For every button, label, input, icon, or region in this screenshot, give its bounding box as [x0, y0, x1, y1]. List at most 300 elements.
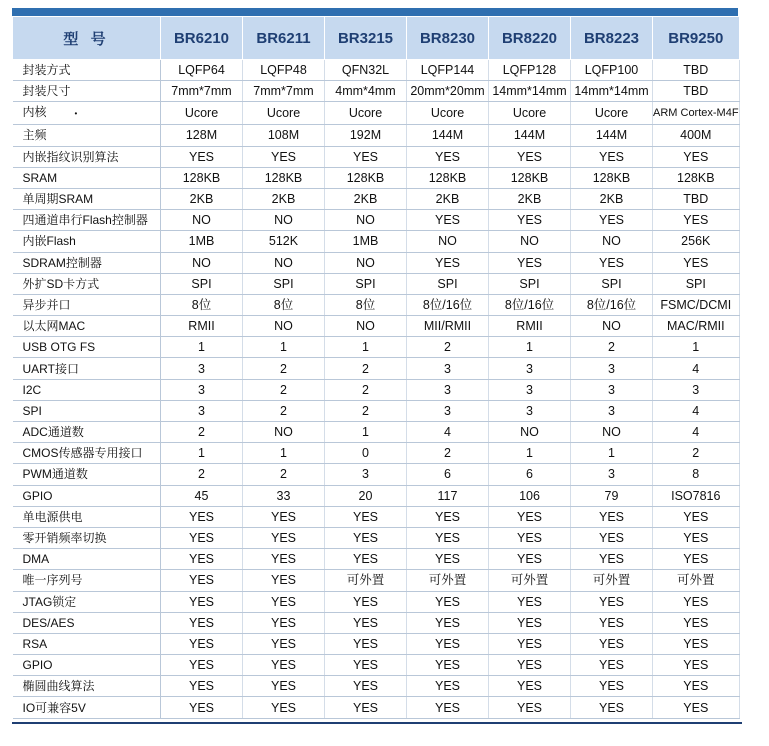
table-cell: 14mm*14mm [489, 81, 571, 102]
table-cell: YES [489, 210, 571, 231]
table-cell: Ucore [325, 102, 407, 125]
table-cell: 79 [571, 485, 653, 506]
table-cell: YES [653, 549, 740, 570]
row-label [13, 527, 161, 548]
table-cell: 2 [407, 337, 489, 358]
table-cell: 2KB [325, 188, 407, 209]
row-label-text: 内嵌Flash [22, 234, 76, 249]
row-label [13, 146, 161, 167]
row-label-text: 主频 [22, 128, 47, 143]
row-label-text: 外扩SD卡方式 [22, 276, 100, 291]
table-cell: NO [489, 231, 571, 252]
row-label-text: 内嵌指纹识别算法 [22, 149, 119, 164]
row-label-text: CMOS传感器专用接口 [22, 446, 143, 461]
table-cell: 20 [325, 485, 407, 506]
table-cell: YES [243, 506, 325, 527]
table-cell: 2 [407, 443, 489, 464]
table-cell: YES [407, 549, 489, 570]
table-cell: 144M [489, 125, 571, 146]
table-cell: YES [571, 676, 653, 697]
table-cell: YES [407, 146, 489, 167]
table-cell: 117 [407, 485, 489, 506]
table-cell: YES [161, 697, 243, 718]
table-cell: YES [325, 655, 407, 676]
table-row [13, 506, 740, 527]
table-cell: YES [161, 655, 243, 676]
table-cell: SPI [325, 273, 407, 294]
table-row [13, 443, 740, 464]
table-cell: 2KB [489, 188, 571, 209]
model-header: BR6210 [161, 17, 243, 60]
row-label [13, 443, 161, 464]
row-label-text: SPI [22, 403, 42, 418]
table-cell: YES [653, 252, 740, 273]
table-cell: YES [407, 612, 489, 633]
table-cell: NO [325, 316, 407, 337]
table-cell: YES [571, 591, 653, 612]
row-label [13, 337, 161, 358]
table-row [13, 527, 740, 548]
table-cell: NO [243, 422, 325, 443]
table-cell: 144M [571, 125, 653, 146]
table-cell: Ucore [407, 102, 489, 125]
table-cell: 3 [571, 400, 653, 421]
row-label [13, 102, 161, 125]
table-cell: YES [243, 612, 325, 633]
table-cell: 3 [325, 464, 407, 485]
table-cell: Ucore [489, 102, 571, 125]
table-cell: YES [407, 527, 489, 548]
table-cell: 2KB [161, 188, 243, 209]
table-cell: NO [571, 316, 653, 337]
table-cell: 1 [325, 337, 407, 358]
row-label-text: GPIO [22, 488, 53, 503]
table-cell: YES [653, 676, 740, 697]
model-header: BR9250 [653, 17, 740, 60]
table-cell: YES [653, 210, 740, 231]
table-row [13, 358, 740, 379]
table-cell: NO [571, 231, 653, 252]
row-label [13, 549, 161, 570]
table-row [13, 167, 740, 188]
table-cell: YES [243, 655, 325, 676]
table-cell: NO [325, 252, 407, 273]
table-cell: YES [161, 570, 243, 591]
table-cell: 2 [243, 379, 325, 400]
row-label [13, 125, 161, 146]
table-cell: YES [407, 210, 489, 231]
row-label-text: 单电源供电 [22, 509, 83, 524]
table-cell: 3 [161, 379, 243, 400]
table-cell: 4mm*4mm [325, 81, 407, 102]
table-cell: LQFP48 [243, 60, 325, 81]
row-label [13, 167, 161, 188]
table-cell: 1 [161, 443, 243, 464]
table-cell: 4 [653, 358, 740, 379]
table-cell: FSMC/DCMI [653, 294, 740, 315]
table-row [13, 316, 740, 337]
table-cell: 128KB [653, 167, 740, 188]
table-cell: YES [407, 697, 489, 718]
table-row [13, 146, 740, 167]
table-cell: 3 [407, 379, 489, 400]
table-cell: SPI [571, 273, 653, 294]
model-header: BR8230 [407, 17, 489, 60]
row-label [13, 400, 161, 421]
table-cell: 2 [243, 358, 325, 379]
row-label-text: UART接口 [22, 361, 79, 376]
table-cell: 1 [243, 337, 325, 358]
table-cell: 106 [489, 485, 571, 506]
table-row [13, 379, 740, 400]
row-label-text: PWM通道数 [22, 467, 88, 482]
table-cell: 4 [653, 422, 740, 443]
table-cell: QFN32L [325, 60, 407, 81]
table-cell: 8位/16位 [489, 294, 571, 315]
table-cell: 192M [325, 125, 407, 146]
row-label [13, 60, 161, 81]
table-cell: YES [243, 570, 325, 591]
row-label [13, 464, 161, 485]
table-cell: 128KB [571, 167, 653, 188]
table-cell: 1MB [161, 231, 243, 252]
row-label-text: 内核 [22, 105, 47, 120]
table-cell: Ucore [571, 102, 653, 125]
table-row [13, 81, 740, 102]
table-row [13, 252, 740, 273]
table-cell: 3 [407, 358, 489, 379]
table-cell: YES [571, 252, 653, 273]
table-cell: 128KB [243, 167, 325, 188]
table-cell: 2 [325, 400, 407, 421]
row-label [13, 294, 161, 315]
table-cell: YES [243, 146, 325, 167]
table-cell: YES [325, 676, 407, 697]
row-label-text: 异步并口 [22, 297, 71, 312]
table-cell: 2 [571, 337, 653, 358]
table-cell: YES [325, 549, 407, 570]
table-cell: YES [489, 252, 571, 273]
table-cell: 3 [489, 400, 571, 421]
table-cell: YES [489, 697, 571, 718]
table-cell: YES [571, 549, 653, 570]
bottom-divider [12, 722, 742, 724]
row-label-mark: • [74, 109, 78, 119]
row-label [13, 570, 161, 591]
table-cell: 可外置 [489, 570, 571, 591]
table-cell: SPI [161, 273, 243, 294]
table-cell: YES [571, 655, 653, 676]
model-header: BR8223 [571, 17, 653, 60]
table-cell: Ucore [243, 102, 325, 125]
table-cell: 2 [161, 464, 243, 485]
table-cell: YES [325, 612, 407, 633]
table-cell: 3 [161, 358, 243, 379]
row-label-text: 椭圆曲线算法 [22, 679, 95, 694]
table-cell: TBD [653, 188, 740, 209]
table-cell: 8位/16位 [571, 294, 653, 315]
table-cell: YES [653, 506, 740, 527]
table-row [13, 549, 740, 570]
model-header: BR8220 [489, 17, 571, 60]
table-cell: NO [407, 231, 489, 252]
table-cell: 3 [571, 464, 653, 485]
table-cell: 45 [161, 485, 243, 506]
table-cell: YES [571, 612, 653, 633]
table-cell: 可外置 [571, 570, 653, 591]
table-row [13, 464, 740, 485]
table-cell: 3 [161, 400, 243, 421]
row-label-text: 唯一序列号 [22, 573, 83, 588]
table-cell: 2KB [571, 188, 653, 209]
table-row [13, 400, 740, 421]
row-label [13, 655, 161, 676]
table-cell: YES [325, 633, 407, 654]
row-label-text: GPIO [22, 658, 53, 673]
row-label-text: ADC通道数 [22, 425, 84, 440]
table-cell: YES [161, 506, 243, 527]
row-label [13, 316, 161, 337]
table-cell: YES [489, 676, 571, 697]
table-cell: SPI [243, 273, 325, 294]
row-label-text: I2C [22, 382, 42, 397]
table-cell: RMII [161, 316, 243, 337]
table-cell: YES [489, 527, 571, 548]
row-label-text: RSA [22, 636, 48, 651]
row-label [13, 697, 161, 718]
row-label-text: 封装方式 [22, 63, 71, 78]
table-cell: 2KB [407, 188, 489, 209]
table-cell: 2 [325, 379, 407, 400]
table-row [13, 485, 740, 506]
table-cell: YES [325, 697, 407, 718]
table-cell: YES [325, 146, 407, 167]
table-cell: LQFP128 [489, 60, 571, 81]
row-label [13, 81, 161, 102]
table-cell: 1 [325, 422, 407, 443]
table-row [13, 612, 740, 633]
table-row [13, 188, 740, 209]
table-cell: NO [243, 252, 325, 273]
table-cell: YES [653, 697, 740, 718]
table-cell: 14mm*14mm [571, 81, 653, 102]
row-label-text: 四通道串行Flash控制器 [22, 213, 148, 228]
table-row [13, 125, 740, 146]
table-cell: YES [161, 549, 243, 570]
table-cell: YES [161, 527, 243, 548]
table-cell: YES [161, 612, 243, 633]
table-cell: NO [243, 316, 325, 337]
row-label [13, 591, 161, 612]
table-cell: LQFP64 [161, 60, 243, 81]
table-cell: YES [325, 591, 407, 612]
table-cell: YES [571, 633, 653, 654]
table-cell: 可外置 [325, 570, 407, 591]
row-label-text: 零开销频率切换 [22, 531, 107, 546]
table-cell: 2KB [243, 188, 325, 209]
table-cell: YES [489, 591, 571, 612]
table-body [13, 60, 740, 719]
table-cell: TBD [653, 60, 740, 81]
row-label-text: USB OTG FS [22, 340, 96, 355]
table-row [13, 570, 740, 591]
table-cell: 3 [489, 379, 571, 400]
table-cell: 128KB [325, 167, 407, 188]
table-cell: 128KB [489, 167, 571, 188]
table-cell: YES [489, 612, 571, 633]
table-cell: YES [243, 697, 325, 718]
table-cell: Ucore [161, 102, 243, 125]
table-cell: YES [407, 506, 489, 527]
table-cell: 8位 [243, 294, 325, 315]
table-cell: 8位/16位 [407, 294, 489, 315]
table-cell: 2 [243, 464, 325, 485]
table-cell: 1 [489, 443, 571, 464]
row-label [13, 506, 161, 527]
row-label-text: DMA [22, 552, 50, 567]
model-header: BR6211 [243, 17, 325, 60]
table-cell: YES [161, 591, 243, 612]
table-cell: SPI [653, 273, 740, 294]
table-cell: 3 [571, 358, 653, 379]
table-cell: YES [161, 676, 243, 697]
table-cell: 1 [489, 337, 571, 358]
table-cell: YES [653, 655, 740, 676]
table-cell: YES [653, 612, 740, 633]
table-cell: 1 [653, 337, 740, 358]
row-label-text: IO可兼容5V [22, 700, 86, 715]
table-cell: SPI [489, 273, 571, 294]
table-cell: 8位 [161, 294, 243, 315]
table-cell: ARM Cortex-M4F [653, 102, 740, 125]
table-cell: YES [407, 676, 489, 697]
row-label [13, 252, 161, 273]
table-cell: YES [489, 633, 571, 654]
table-cell: 1 [161, 337, 243, 358]
table-cell: LQFP144 [407, 60, 489, 81]
table-cell: 1 [243, 443, 325, 464]
table-cell: 1MB [325, 231, 407, 252]
table-cell: YES [489, 146, 571, 167]
header-label: 型 号 [13, 17, 161, 60]
row-label-text: JTAG锁定 [22, 594, 77, 609]
table-cell: 3 [407, 400, 489, 421]
table-row [13, 655, 740, 676]
row-label [13, 231, 161, 252]
row-label [13, 358, 161, 379]
table-cell: YES [407, 252, 489, 273]
table-cell: 可外置 [407, 570, 489, 591]
table-cell: LQFP100 [571, 60, 653, 81]
table-row [13, 60, 740, 81]
row-label [13, 379, 161, 400]
table-cell: 128M [161, 125, 243, 146]
top-accent-bar [12, 8, 738, 16]
table-cell: YES [243, 527, 325, 548]
table-cell: YES [571, 697, 653, 718]
model-header: BR3215 [325, 17, 407, 60]
table-cell: NO [489, 422, 571, 443]
table-cell: YES [325, 527, 407, 548]
table-cell: 3 [489, 358, 571, 379]
table-cell: YES [243, 591, 325, 612]
table-cell: 3 [571, 379, 653, 400]
spec-comparison-table [12, 16, 740, 719]
table-row [13, 294, 740, 315]
row-label-text: SDRAM控制器 [22, 255, 102, 270]
row-label [13, 273, 161, 294]
table-cell: 可外置 [653, 570, 740, 591]
table-cell: YES [571, 506, 653, 527]
table-cell: YES [243, 633, 325, 654]
table-cell: 1 [571, 443, 653, 464]
table-cell: YES [653, 591, 740, 612]
table-cell: 6 [489, 464, 571, 485]
table-cell: 7mm*7mm [161, 81, 243, 102]
table-cell: 8位 [325, 294, 407, 315]
table-row [13, 337, 740, 358]
table-cell: YES [243, 549, 325, 570]
row-label [13, 422, 161, 443]
table-cell: YES [571, 146, 653, 167]
table-row [13, 633, 740, 654]
table-cell: YES [571, 527, 653, 548]
table-cell: 33 [243, 485, 325, 506]
table-cell: NO [325, 210, 407, 231]
table-cell: 4 [407, 422, 489, 443]
table-cell: YES [489, 655, 571, 676]
table-cell: YES [161, 633, 243, 654]
table-cell: 128KB [407, 167, 489, 188]
row-label [13, 188, 161, 209]
table-cell: MAC/RMII [653, 316, 740, 337]
table-cell: YES [325, 506, 407, 527]
table-row [13, 273, 740, 294]
table-cell: 144M [407, 125, 489, 146]
table-cell: YES [653, 527, 740, 548]
row-label [13, 612, 161, 633]
row-label-text: 封装尺寸 [22, 84, 71, 99]
table-cell: NO [571, 422, 653, 443]
row-label [13, 633, 161, 654]
table-cell: 8 [653, 464, 740, 485]
table-cell: 3 [653, 379, 740, 400]
table-cell: 256K [653, 231, 740, 252]
table-cell: TBD [653, 81, 740, 102]
table-cell: 400M [653, 125, 740, 146]
row-label-text: 单周期SRAM [22, 192, 94, 207]
table-cell: YES [407, 591, 489, 612]
table-cell: 7mm*7mm [243, 81, 325, 102]
row-label-text: SRAM [22, 170, 58, 185]
row-label-text: 以太网MAC [22, 319, 86, 334]
table-row [13, 210, 740, 231]
table-cell: SPI [407, 273, 489, 294]
table-row [13, 102, 740, 125]
table-cell: YES [489, 549, 571, 570]
table-cell: 128KB [161, 167, 243, 188]
table-cell: RMII [489, 316, 571, 337]
table-cell: 2 [161, 422, 243, 443]
table-row [13, 422, 740, 443]
table-row [13, 591, 740, 612]
table-cell: 4 [653, 400, 740, 421]
row-label [13, 210, 161, 231]
table-cell: 2 [325, 358, 407, 379]
table-cell: YES [653, 633, 740, 654]
table-cell: 2 [243, 400, 325, 421]
row-label [13, 485, 161, 506]
